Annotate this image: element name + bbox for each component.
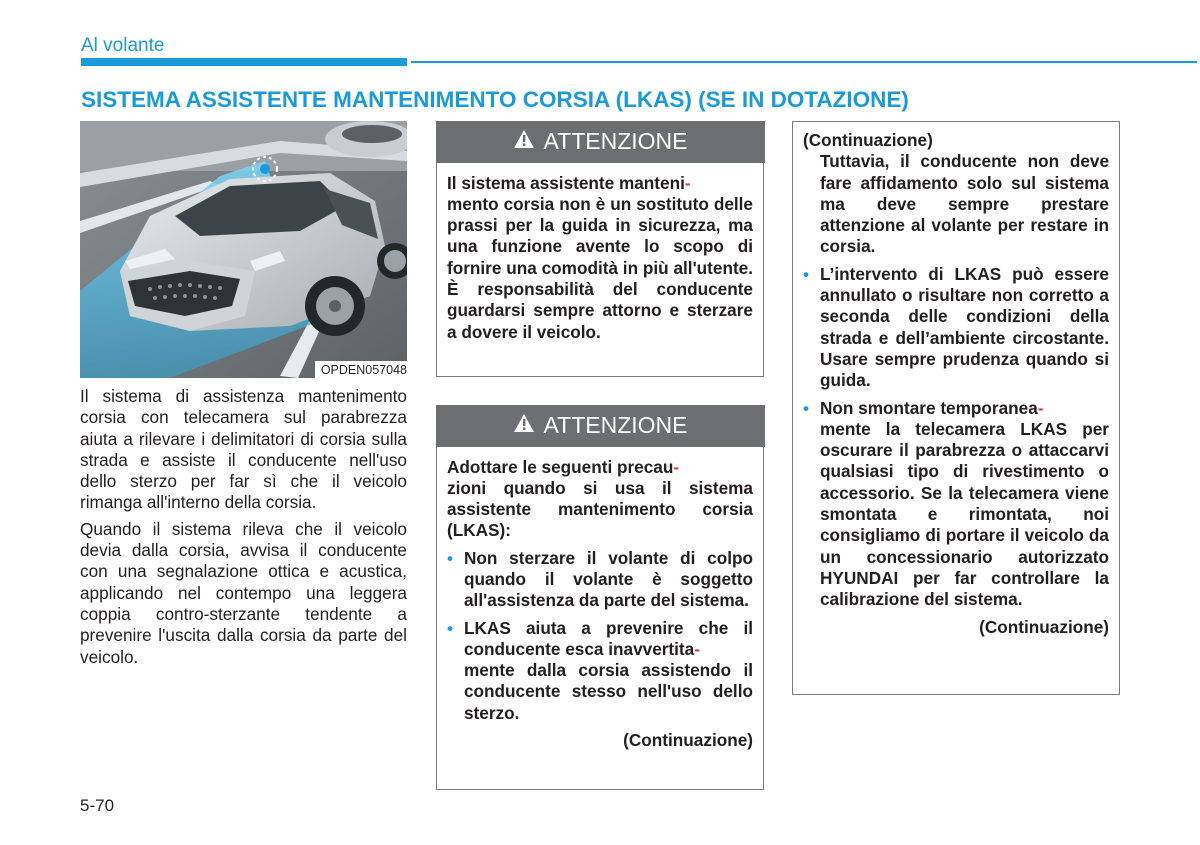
- warning-triangle-icon: [513, 128, 535, 155]
- warning-3-text: Tuttavia, il conducente non deve fare affidamento solo sul sistema ma deve sempre prestare attenzione al volante per restare in corsia.: [820, 151, 1109, 257]
- warning-header: [436, 405, 765, 447]
- body-paragraph-2: Quando il sistema rileva che il veicolo devia dalla corsia, avvisa il conducente con una segnalazione ottica e acustica, applicando nel contempo una leggera coppia contro-sterzante tendente a prevenire l'uscita dalla corsia da parte del veicolo.: [80, 518, 407, 667]
- bullet-icon: •: [447, 548, 453, 568]
- continued-label: (Continuazione): [623, 730, 753, 751]
- warning-box-3: [792, 121, 1120, 695]
- header-rule-thin: [411, 61, 1197, 63]
- warning-1-text: Il sistema assistente manteni- mento corsia non è un sostituto delle prassi per la guida in sicurezza, ma una funzione avente lo scopo di fornire una comodità in più all'utente. È responsabilità del conducente guardarsi sempre attorno e sterzare a dovere il veicolo.: [447, 172, 753, 342]
- list-item: • Non smontare temporanea- mente la telecamera LKAS per oscurare il parabrezza o attaccarvi qualsiasi tipo di rivestimento o accessorio. Se la telecamera viene smontata e rimontata, noi consigliamo di portare il veicolo da un concessionario autorizzato HYUNDAI per far controllare la calibrazione del sistema.: [803, 397, 1109, 610]
- warning-heading: ATTENZIONE: [543, 412, 688, 438]
- warning-header: [436, 121, 765, 163]
- bullet-icon: •: [803, 264, 809, 284]
- list-item: • L’intervento di LKAS può essere annullato o risultare non corretto a seconda delle condizioni della strada e dell’ambiente circostante. Usare sempre prudenza quando si guida.: [803, 263, 1109, 391]
- header-rule-thick: [81, 58, 407, 66]
- car-lane-camera-illustration: [80, 121, 407, 378]
- warning-2-intro: Adottare le seguenti precau- zioni quando si usa il sistema assistente mantenimento corsia (LKAS):: [447, 456, 753, 541]
- warning-heading: ATTENZIONE: [543, 128, 688, 154]
- bullet-icon: •: [447, 618, 453, 638]
- section-label: Al volante: [81, 35, 165, 56]
- list-item: • Non sterzare il volante di colpo quando il volante è soggetto all'assistenza da parte del sistema.: [447, 547, 753, 611]
- body-text-column: [80, 386, 407, 673]
- list-item: • LKAS aiuta a prevenire che il conducente esca inavvertita- mente dalla corsia assistendo il conducente stesso nell'uso dello sterzo.: [447, 617, 753, 723]
- lkas-figure: [80, 121, 407, 378]
- continued-label-bottom: (Continuazione): [979, 616, 1109, 637]
- warning-box-1: [436, 121, 764, 377]
- page-title: SISTEMA ASSISTENTE MANTENIMENTO CORSIA (LKAS) (SE IN DOTAZIONE): [81, 87, 909, 112]
- body-paragraph-1: Il sistema di assistenza mantenimento corsia con telecamera sul parabrezza aiuta a rilevare i delimitatori di corsia sulla strada e assiste il conducente nell'uso dello sterzo per far sì che il veicolo rimanga all'interno della corsia.: [80, 386, 407, 513]
- bullet-icon: •: [803, 398, 809, 418]
- figure-code: OPDEN057048: [315, 361, 407, 378]
- page-number: 5-70: [80, 796, 115, 815]
- continued-label-top: (Continuazione): [803, 130, 933, 150]
- warning-box-2: [436, 405, 764, 790]
- warning-triangle-icon: [513, 412, 535, 439]
